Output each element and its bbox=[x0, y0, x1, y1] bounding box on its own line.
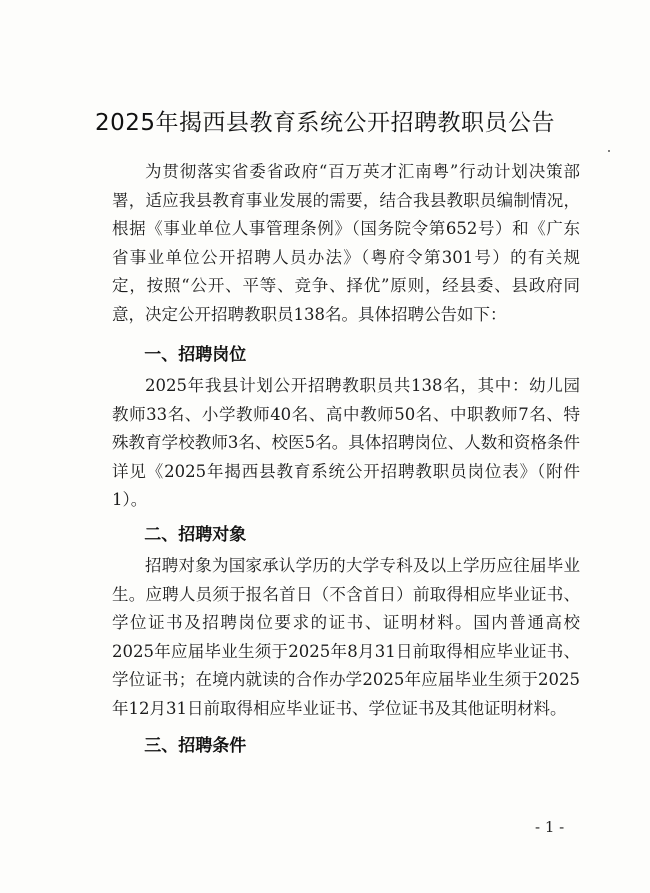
scan-speck bbox=[608, 150, 610, 152]
section-heading-conditions: 三、招聘条件 bbox=[144, 736, 247, 756]
section-text-positions: 2025年我县计划公开招聘教职员共138名，其中：幼儿园教师33名、小学教师40名、高中教师50名、中职教师7名、特殊教育学校教师3名、校医5名。具体招聘岗位、人数和资格条件详见《2025年揭西县教育系统公开招聘教职员岗位表》（附件1）。 bbox=[112, 376, 580, 510]
intro-paragraph: 为贯彻落实省委省政府“百万英才汇南粤”行动计划决策部署，适应我县教育事业发展的需要，结合我县教职员编制情况，根据《事业单位人事管理条例》（国务院令第652号）和《广东省事业单位公开招聘人员办法》（粤府令第301号）的有关规定，按照“公开、平等、竞争、择优”原则，经县委、县政府同意，决定公开招聘教职员138名。具体招聘公告如下： bbox=[112, 162, 580, 324]
section-heading-block bbox=[112, 519, 580, 551]
section-heading-block bbox=[112, 339, 580, 371]
section-heading-positions: 一、招聘岗位 bbox=[144, 345, 247, 365]
page-number: - 1 - bbox=[535, 818, 565, 836]
document-title: 2025年揭西县教育系统公开招聘教职员公告 bbox=[94, 110, 556, 136]
intro-paragraph-block bbox=[112, 158, 580, 330]
section-heading-applicants: 二、招聘对象 bbox=[144, 525, 247, 545]
section-heading-block bbox=[112, 730, 580, 762]
section-text-applicants: 招聘对象为国家承认学历的大学专科及以上学历应往届毕业生。应聘人员须于报名首日（不含首日）前取得相应毕业证书、学位证书及招聘岗位要求的证书、证明材料。国内普通高校2025年应届毕业生须于2025年8月31日前取得相应毕业证书、学位证书；在境内就读的合作办学2025年应届毕业生须于2025年12月31日前取得相应毕业证书、学位证书及其他证明材料。 bbox=[112, 556, 580, 718]
section-text-block bbox=[112, 552, 580, 724]
section-text-block bbox=[112, 372, 580, 515]
